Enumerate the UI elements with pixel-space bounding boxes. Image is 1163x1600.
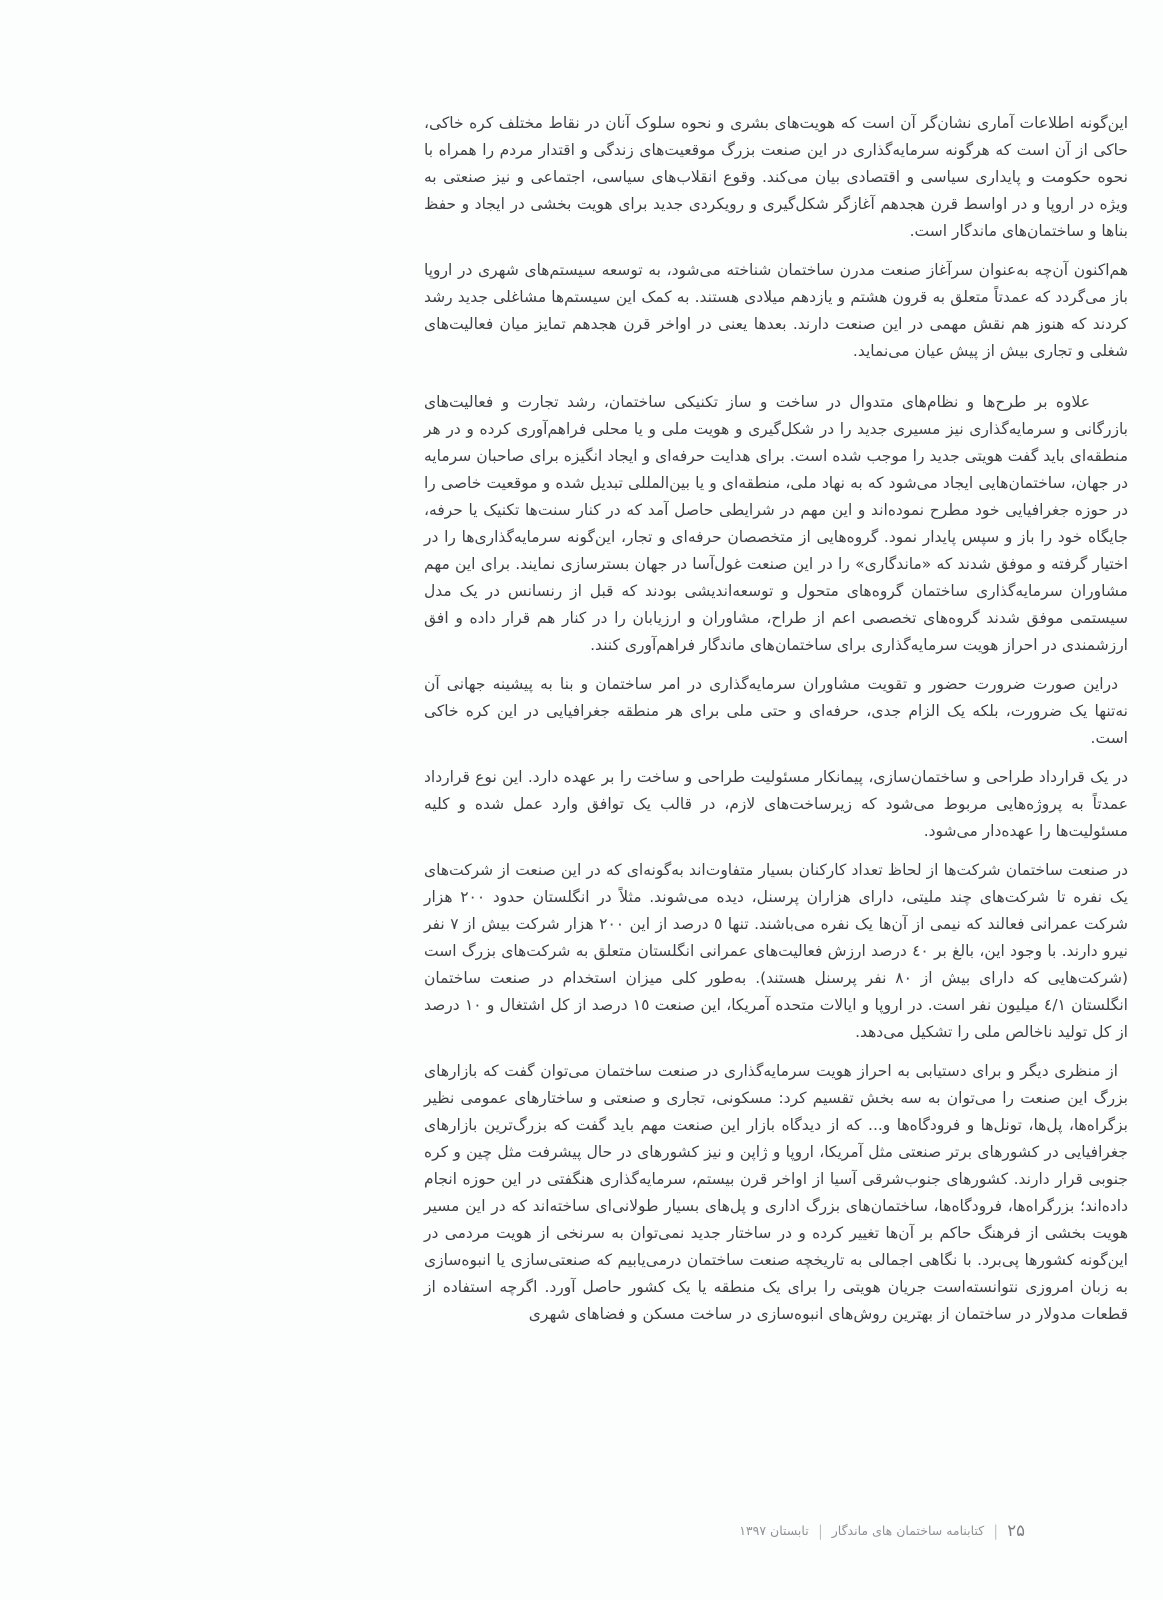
paragraph: در یک قرارداد طراحی و ساختمان‌سازی، پیمانکار مسئولیت طراحی و ساخت را بر عهده دارد. این نوع قرارداد عمدتاً به پروژه‌هایی مربوط می‌شود که زیرساخت‌های لازم، در قالب یک توافق وارد عمل شده و کلیه مسئولیت‌ها را عهده‌دار می‌شود. bbox=[424, 768, 1128, 840]
paragraph: در صنعت ساختمان شرکت‌ها از لحاظ تعداد کارکنان بسیار متفاوت‌اند به‌گونه‌ای که در این صنعت از شرکت‌های یک نفره تا شرکت‌های چند ملیتی، دارای هزاران پرسنل، دیده می‌شوند. مثلاً در انگلستان حدود ٢٠٠ هزار شرکت عمرانی فعالند که نیمی از آن‌ها یک نفره می‌باشند. تنها ٥ درصد از این ٢٠٠ هزار شرکت بیش از ٧ نفر نیرو دارند. با وجود این، بالغ بر ٤٠ درصد ارزش فعالیت‌های عمرانی انگلستان متعلق به شرکت‌های بزرگ است (شرکت‌هایی که دارای بیش از ٨٠ نفر پرسنل هستند). به‌طور کلی میزان استخدام در صنعت ساختمان انگلستان ٤/١ میلیون نفر است. در اروپا و ایالات متحده آمریکا، این صنعت ١٥ درصد از کل اشتغال و ١٠ درصد از کل تولید ناخالص ملی را تشکیل می‌دهد. bbox=[424, 861, 1128, 1041]
issue-season: تابستان ۱۳۹۷ bbox=[739, 1523, 809, 1538]
page-number: ۲۵ bbox=[1007, 1521, 1025, 1540]
article-text-column bbox=[424, 110, 1128, 1340]
paragraph: علاوه بر طرح‌ها و نظام‌های متدوال در ساخت و ساز تکنیکی ساختمان، رشد تجارت و فعالیت‌های بازرگانی و سرمایه‌گذاری نیز مسیری جدید را در شکل‌گیری و هویت ملی و یا محلی فراهم‌آوری کرده و در هر منطقه‌ای باید گفت هویتی جدید را موجب شده است. برای هدایت حرفه‌ای و ایجاد انگیزه برای صاحبان سرمایه در جهان، ساختمان‌هایی ایجاد می‌شود که به نهاد ملی، منطقه‌ای و یا بین‌المللی تبدیل شده و موقعیت خاصی را در حوزه جغرافیایی خود مطرح نموده‌اند و این مهم در شرایطی حاصل آمد که در کنار سنت‌ها تکنیک یا حرفه، جایگاه خود را باز و سپس پایدار نمود. گروه‌هایی از متخصصان حرفه‌ای و تجار، این‌گونه سرمایه‌گذاری‌ها را در اختیار گرفته و موفق شدند که «ماندگاری» را در این صنعت غول‌آسا در جهان بسترسازی نمایند. برای این مهم مشاوران سرمایه‌گذاری ساختمان گروه‌های متحول و توسعه‌اندیشی بودند که قبل از رنسانس در یک مدل سیستمی موفق شدند گروه‌های تخصصی اعم از طراح، مشاوران و ارزیابان را در کنار هم قرار داده و افق ارزشمندی در احراز هویت سرمایه‌گذاری برای ساختمان‌های ماندگار فراهم‌آوری کنند. bbox=[424, 393, 1128, 654]
paragraph: این‌گونه اطلاعات آماری نشان‌گر آن است که هویت‌های بشری و نحوه سلوک آنان در نقاط مختلف کره خاکی، حاکی از آن است که هرگونه سرمایه‌گذاری در این صنعت بزرگ موقعیت‌های زندگی و اقتدار مردم را همراه با نحوه حکومت و پایداری سیاسی و اقتصادی بیان می‌کند. وقوع انقلاب‌های سیاسی، اجتماعی و نیز صنعتی به ویژه در اروپا و در اواسط قرن هجدهم آغازگر شکل‌گیری و رویکردی جدید برای هویت بخشی در ایجاد و حفظ بناها و ساختمان‌های ماندگار است. bbox=[424, 114, 1128, 240]
footer-separator: | bbox=[993, 1522, 999, 1540]
footer-separator: | bbox=[817, 1522, 823, 1540]
paragraph: هم‌اکنون آن‌چه به‌عنوان سرآغاز صنعت مدرن ساختمان شناخته می‌شود، به توسعه سیستم‌های شهری در اروپا باز می‌گردد که عمدتاً متعلق به قرون هشتم و یازدهم میلادی هستند. به کمک این سیستم‌ها مشاغلی جدید رشد کردند که هنوز هم نقش مهمی در این صنعت دارند. بعدها یعنی در اواخر قرن هجدهم تمایز میان فعالیت‌های شغلی و تجاری بیش از پیش عیان می‌نماید. bbox=[424, 261, 1128, 360]
page-footer bbox=[739, 1520, 1025, 1542]
paragraph: از منظری دیگر و برای دستیابی به احراز هویت سرمایه‌گذاری در صنعت ساختمان می‌توان گفت که بازارهای بزرگ این صنعت را می‌توان به سه بخش تقسیم کرد: مسکونی، تجاری و صنعتی و ساختارهای عمومی نظیر بزگراه‌ها، پل‌ها، تونل‌ها و فرودگاه‌ها و... که از دیدگاه بازار این صنعت مهم باید گفت که بزرگ‌ترین بازارهای جغرافیایی در کشورهای برتر صنعتی مثل آمریکا، اروپا و ژاپن و نیز کشورهای در حال پیشرفت مثل چین و کره جنوبی قرار دارند. کشورهای جنوب‌شرقی آسیا از اواخر قرن بیستم، سرمایه‌گذاری هنگفتی در این حوزه انجام داده‌اند؛ بزرگراه‌ها، فرودگاه‌ها، ساختمان‌های بزرگ اداری و پل‌های بسیار طولانی‌ای ساخته‌اند که در این مسیر هویت بخشی از فرهنگ حاکم بر آن‌ها تغییر کرده و در ساختار جدید نمی‌توان به سرنخی از هویت مردمی در این‌گونه کشورها پی‌برد. با نگاهی اجمالی به تاریخچه صنعت ساختمان درمی‌یابیم که صنعتی‌سازی یا انبوه‌سازی به زبان امروزی نتوانسته‌است جریان هویتی را برای یک منطقه یا یک کشور حاصل آورد. اگرچه استفاده از قطعات مدولار در ساختمان از بهترین روش‌های انبوه‌سازی در ساخت مسکن و فضاهای شهری bbox=[424, 1062, 1128, 1323]
paragraph: دراین صورت ضرورت حضور و تقویت مشاوران سرمایه‌گذاری در امر ساختمان و بنا به پیشینه جهانی آن نه‌تنها یک ضرورت، بلکه یک الزام جدی، حرفه‌ای و حتی ملی برای هر منطقه جغرافیایی در این کره خاکی است. bbox=[424, 675, 1128, 747]
book-title: کتابنامه ساختمان های ماندگار bbox=[831, 1523, 985, 1538]
